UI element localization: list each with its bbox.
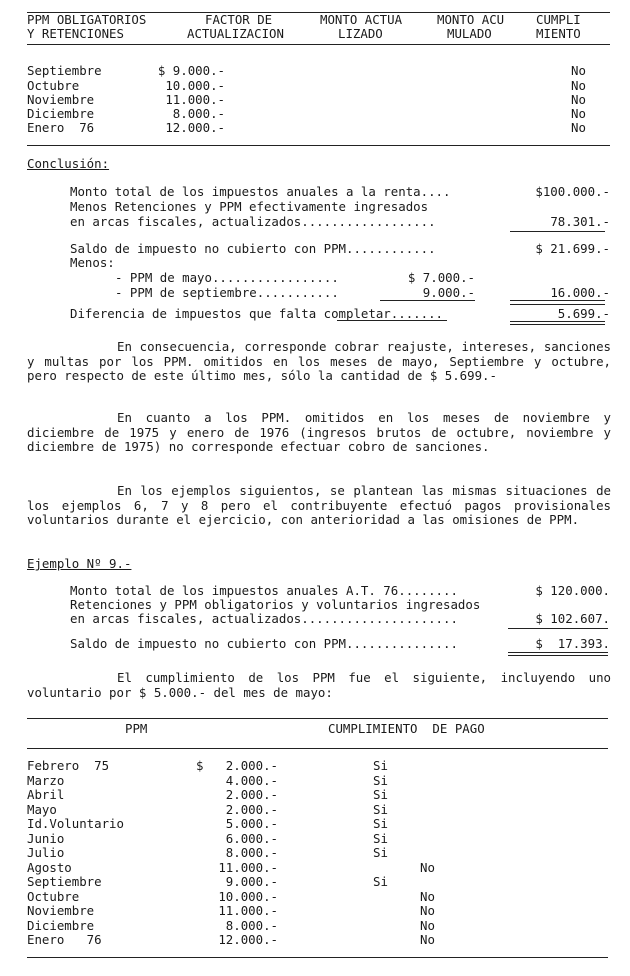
status-si: Si <box>373 787 388 802</box>
example9-value-arcas: $ 102.607. <box>535 611 610 626</box>
status: No <box>571 92 586 107</box>
status-si: Si <box>373 773 388 788</box>
month: Diciembre <box>27 918 95 933</box>
month: Octubre <box>27 889 80 904</box>
example9-line-arcas: en arcas fiscales, actualizados..................... <box>70 611 458 626</box>
month: Febrero 75 <box>27 758 110 773</box>
conclusion-line-diferencia: Diferencia de impuestos que falta completar....... <box>70 306 443 321</box>
status-si: Si <box>373 816 388 831</box>
table1-header-cumplimiento: CUMPLI MIENTO <box>536 12 581 41</box>
amount: $ 9.000.- <box>157 63 225 78</box>
status: No <box>571 120 586 135</box>
amount: 12.000.- <box>165 120 225 135</box>
example9-line-saldo: Saldo de impuesto no cubierto con PPM............... <box>70 636 458 651</box>
example9-line-retenciones: Retenciones y PPM obligatorios y voluntarios ingresados <box>70 597 481 612</box>
table1-header-ppm: PPM OBLIGATORIOS Y RETENCIONES <box>27 12 147 41</box>
conclusion-value-monto-total: $100.000.- <box>535 184 610 199</box>
month: Septiembre <box>27 63 102 78</box>
table1-header-rule <box>27 44 610 45</box>
month: Mayo <box>27 802 57 817</box>
conclusion-value-arcas: 78.301.- <box>550 214 610 229</box>
status-no: No <box>420 932 435 947</box>
conclusion-line-retenciones: Menos Retenciones y PPM efectivamente ingresados <box>70 199 429 214</box>
conclusion-value-ppm-mayo: $ 7.000.- <box>407 270 475 285</box>
paragraph-consecuencia: En consecuencia, corresponde cobrar reajuste, intereses, sanciones y multas por los PPM. omitidos en los meses de mayo, Septiembre y octubre, pero respecto de este último mes, sólo la cantidad de $ 5.699.- <box>27 339 611 383</box>
example9-closing: El cumplimiento de los PPM fue el siguiente, incluyendo uno voluntario por $ 5.000.- del mes de mayo: <box>27 670 611 700</box>
month: Junio <box>27 831 65 846</box>
amount: 2.000.- <box>225 787 278 802</box>
conclusion-line-ppm-mayo: - PPM de mayo................. <box>115 270 339 285</box>
table2-header-cumplimiento: CUMPLIMIENTO DE PAGO <box>328 721 485 736</box>
amount: 8.000.- <box>225 918 278 933</box>
conclusion-line-ppm-septiembre: - PPM de septiembre........... <box>115 285 339 300</box>
table1-header-monto-acumulado: MONTO ACU MULADO <box>437 12 505 41</box>
table1-header-monto-actualizado: MONTO ACTUA LIZADO <box>320 12 403 41</box>
month: Julio <box>27 845 65 860</box>
example9-heading: Ejemplo Nº 9.- <box>27 556 132 571</box>
amount: 10.000.- <box>218 889 278 904</box>
month: Septiembre <box>27 874 102 889</box>
double-rule <box>508 652 608 653</box>
amount: 11.000.- <box>218 860 278 875</box>
underline-rule <box>337 320 447 321</box>
conclusion-value-saldo: $ 21.699.- <box>535 241 610 256</box>
conclusion-line-monto-total: Monto total de los impuestos anuales a la renta.... <box>70 184 451 199</box>
double-rule <box>508 655 608 656</box>
month: Agosto <box>27 860 72 875</box>
status: No <box>571 78 586 93</box>
month: Enero 76 <box>27 932 102 947</box>
amount: 2.000.- <box>225 802 278 817</box>
amount: 5.000.- <box>225 816 278 831</box>
amount: 6.000.- <box>225 831 278 846</box>
amount: 10.000.- <box>165 78 225 93</box>
sum-rule <box>510 304 605 305</box>
amount: 8.000.- <box>225 845 278 860</box>
table2-header-rule <box>27 748 608 749</box>
status-si: Si <box>373 802 388 817</box>
amount: 11.000.- <box>165 92 225 107</box>
conclusion-value-diferencia: 5.699.- <box>557 306 610 321</box>
conclusion-line-saldo: Saldo de impuesto no cubierto con PPM............ <box>70 241 436 256</box>
month: Enero 76 <box>27 120 95 135</box>
amount: 9.000.- <box>225 874 278 889</box>
double-rule <box>510 324 605 325</box>
month: Id.Voluntario <box>27 816 124 831</box>
paragraph-ejemplos: En los ejemplos siguientos, se plantean las mismas situaciones de los ejemplos 6, 7 y 8 pero el contribuyente efectuó pagos provisionales voluntarios durante el ejercicio, con anterioridad a las omisiones de PPM. <box>27 483 611 527</box>
status-si: Si <box>373 845 388 860</box>
amount: $ 2.000.- <box>195 758 278 773</box>
status-si: Si <box>373 874 388 889</box>
amount: 12.000.- <box>218 932 278 947</box>
sum-rule <box>508 628 608 629</box>
example9-value-saldo: $ 17.393. <box>535 636 610 651</box>
status-no: No <box>420 889 435 904</box>
example9-line-monto-total: Monto total de los impuestos anuales A.T. 76........ <box>70 583 458 598</box>
paragraph-ppm-omitidos: En cuanto a los PPM. omitidos en los meses de noviembre y diciembre de 1975 y enero de 1976 (ingresos brutos de octubre, noviembre y diciembre de 1975) no corresponde efectuar cobro de sanciones. <box>27 410 611 454</box>
sum-rule <box>510 300 605 301</box>
month: Octubre <box>27 78 80 93</box>
month: Noviembre <box>27 903 95 918</box>
amount: 8.000.- <box>172 106 225 121</box>
table2-bottom-rule <box>27 957 608 958</box>
conclusion-heading: Conclusión: <box>27 156 110 171</box>
conclusion-value-ppm-septiembre: 9.000.- <box>422 285 475 300</box>
table2-header-ppm: PPM <box>125 721 148 736</box>
amount: 4.000.- <box>225 773 278 788</box>
status: No <box>571 106 586 121</box>
status-no: No <box>420 918 435 933</box>
table1-header-factor: FACTOR DE ACTUALIZACION <box>187 12 284 41</box>
month: Noviembre <box>27 92 95 107</box>
double-rule <box>510 321 605 322</box>
status-si: Si <box>373 758 388 773</box>
sum-rule <box>380 300 475 301</box>
month: Marzo <box>27 773 65 788</box>
conclusion-line-menos: Menos: <box>70 255 115 270</box>
status-no: No <box>420 903 435 918</box>
table2-top-rule <box>27 718 608 719</box>
sum-rule <box>510 231 605 232</box>
table1-bottom-rule <box>27 145 610 146</box>
month: Diciembre <box>27 106 95 121</box>
status-si: Si <box>373 831 388 846</box>
month: Abril <box>27 787 65 802</box>
conclusion-line-arcas: en arcas fiscales, actualizados.................. <box>70 214 436 229</box>
status: No <box>571 63 586 78</box>
conclusion-value-subtotal: 16.000.- <box>550 285 610 300</box>
example9-value-monto-total: $ 120.000. <box>535 583 610 598</box>
status-no: No <box>420 860 435 875</box>
amount: 11.000.- <box>218 903 278 918</box>
